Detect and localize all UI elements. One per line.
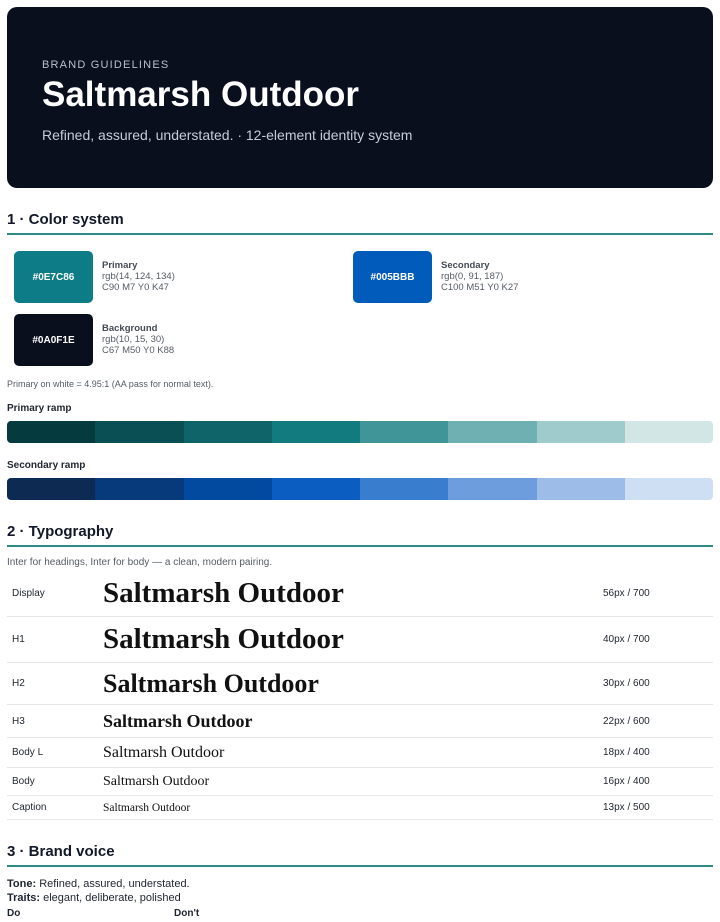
swatch-info-background [102,314,174,356]
type-label: Caption [12,802,47,813]
ramp-step-8 [625,421,713,443]
type-row-display [7,571,713,617]
ramp-step-1 [7,478,95,500]
ramp-step-7 [537,478,625,500]
type-row-caption [7,796,713,820]
typography-description: Inter for headings, Inter for body — a clean, modern pairing. [7,557,273,568]
swatch-info-primary [102,251,175,293]
type-label: Display [12,588,45,599]
brand-hero [7,7,713,188]
type-row-body-l [7,738,713,768]
primary-ramp [7,421,713,443]
swatch-chip-secondary: #005BBB [353,251,432,303]
type-sample: Saltmarsh Outdoor [103,710,253,731]
type-spec: 56px / 700 [603,588,650,599]
ramp-step-5 [360,421,448,443]
dont-heading: Don't [174,908,200,919]
ramp-step-2 [95,478,183,500]
type-label: H2 [12,678,25,689]
swatch-primary [14,251,175,303]
ramp-step-6 [448,421,536,443]
ramp-step-4 [272,478,360,500]
section-heading-typography: 2 · Typography [7,523,713,547]
ramp-step-7 [537,421,625,443]
type-sample: Saltmarsh Outdoor [103,623,344,655]
swatch-chip-primary: #0E7C86 [14,251,93,303]
section-heading-color-system: 1 · Color system [7,211,713,235]
swatch-rgb: rgb(14, 124, 134) [102,271,175,282]
section-heading-brand-voice: 3 · Brand voice [7,843,713,867]
hero-eyebrow: BRAND GUIDELINES [42,59,170,71]
secondary-ramp-label: Secondary ramp [7,460,86,471]
traits-value: elegant, deliberate, polished [43,892,181,904]
type-sample: Saltmarsh Outdoor [103,743,225,761]
ramp-step-3 [184,478,272,500]
swatch-name: Background [102,323,158,334]
swatch-cmyk: C90 M7 Y0 K47 [102,282,169,293]
hero-tagline: Refined, assured, understated. · 12-element identity system [42,127,413,143]
type-row-h2 [7,663,713,705]
type-sample: Saltmarsh Outdoor [103,773,210,789]
swatch-background [14,314,174,366]
swatch-name: Primary [102,260,138,271]
voice-tone [7,878,190,890]
swatch-name: Secondary [441,260,490,271]
swatch-info-secondary [441,251,518,293]
swatch-rgb: rgb(0, 91, 187) [441,271,504,282]
ramp-step-3 [184,421,272,443]
type-spec: 13px / 500 [603,802,650,813]
primary-ramp-label: Primary ramp [7,403,72,414]
type-sample: Saltmarsh Outdoor [103,577,344,609]
type-label: Body L [12,747,44,758]
secondary-ramp [7,478,713,500]
type-spec: 30px / 600 [603,678,650,689]
swatch-rgb: rgb(10, 15, 30) [102,334,165,345]
type-spec: 40px / 700 [603,634,650,645]
swatch-chip-background: #0A0F1E [14,314,93,366]
tone-value: Refined, assured, understated. [39,878,190,890]
swatch-secondary [353,251,518,303]
ramp-step-8 [625,478,713,500]
brand-title: Saltmarsh Outdoor [42,75,359,114]
do-heading: Do [7,908,21,919]
type-row-body [7,768,713,796]
swatch-cmyk: C100 M51 Y0 K27 [441,282,519,293]
type-sample: Saltmarsh Outdoor [103,801,191,814]
ramp-step-5 [360,478,448,500]
tone-label: Tone: [7,878,37,890]
ramp-step-1 [7,421,95,443]
traits-label: Traits: [7,892,41,904]
ramp-step-2 [95,421,183,443]
swatch-cmyk: C67 M50 Y0 K88 [102,345,175,356]
voice-traits [7,892,181,904]
type-label: Body [12,776,35,787]
type-row-h3 [7,705,713,738]
type-label: H3 [12,715,25,727]
ramp-step-4 [272,421,360,443]
type-spec: 18px / 400 [603,747,650,758]
type-spec: 22px / 600 [603,715,650,727]
type-row-h1 [7,617,713,663]
contrast-note: Primary on white = 4.95:1 (AA pass for normal text). [7,379,214,389]
type-spec: 16px / 400 [603,776,650,787]
type-label: H1 [12,634,25,645]
type-sample: Saltmarsh Outdoor [103,668,319,698]
ramp-step-6 [448,478,536,500]
